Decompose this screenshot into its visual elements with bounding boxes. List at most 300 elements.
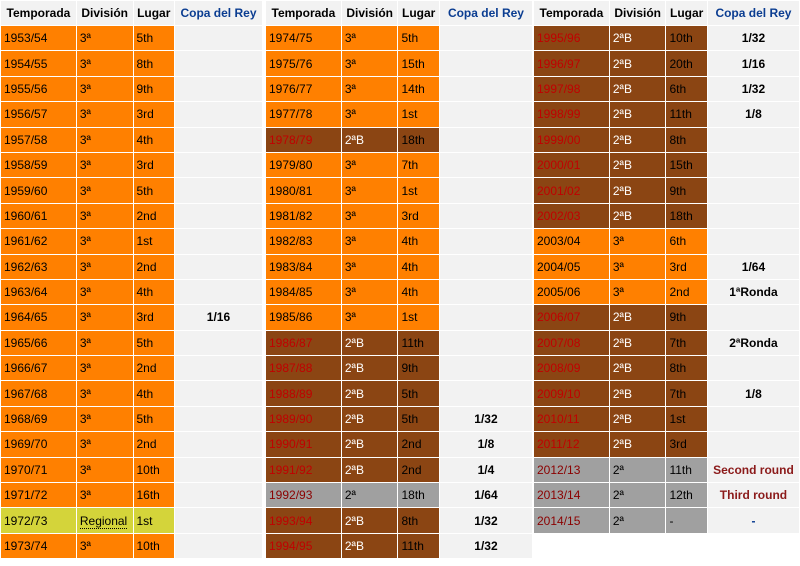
copa-cell <box>175 534 262 558</box>
division-cell: 3ª <box>77 204 133 228</box>
place-cell: 3rd <box>666 255 706 279</box>
season-row <box>1 407 262 431</box>
place-cell: 11th <box>666 458 706 482</box>
division-cell: 3ª <box>610 255 666 279</box>
header-division: División <box>342 1 398 25</box>
division-cell: 2ªB <box>610 432 666 456</box>
place-cell: 5th <box>134 26 174 50</box>
season-cell[interactable]: 2001/02 <box>534 178 609 202</box>
division-cell: 3ª <box>342 77 398 101</box>
season-cell[interactable]: 1989/90 <box>266 407 341 431</box>
season-row <box>534 102 799 126</box>
season-row <box>1 153 262 177</box>
copa-cell <box>440 51 532 75</box>
season-cell: 1958/59 <box>1 153 76 177</box>
season-cell[interactable]: 2002/03 <box>534 204 609 228</box>
division-cell: 3ª <box>77 534 133 558</box>
season-cell: 1966/67 <box>1 356 76 380</box>
division-cell: 3ª <box>342 305 398 329</box>
copa-cell <box>175 508 262 532</box>
place-cell: 9th <box>666 305 706 329</box>
season-row <box>266 458 532 482</box>
header-division: División <box>77 1 133 25</box>
header-row <box>534 1 799 25</box>
season-row <box>1 204 262 228</box>
place-cell: 5th <box>134 407 174 431</box>
place-cell: 4th <box>398 229 438 253</box>
season-cell[interactable]: 2000/01 <box>534 153 609 177</box>
place-cell: 9th <box>398 356 438 380</box>
season-cell[interactable]: 2006/07 <box>534 305 609 329</box>
place-cell: 1st <box>398 102 438 126</box>
division-cell: 3ª <box>77 153 133 177</box>
copa-cell <box>175 204 262 228</box>
season-row <box>1 305 262 329</box>
season-row <box>266 26 532 50</box>
place-cell: 2nd <box>398 432 438 456</box>
season-cell: 1961/62 <box>1 229 76 253</box>
division-cell: 3ª <box>77 77 133 101</box>
copa-cell <box>175 26 262 50</box>
season-row <box>534 483 799 507</box>
division-cell: 2ªB <box>610 331 666 355</box>
division-cell: 2ªB <box>610 51 666 75</box>
division-cell: 2ªB <box>610 356 666 380</box>
season-cell: 1953/54 <box>1 26 76 50</box>
place-cell: 15th <box>398 51 438 75</box>
division-cell: 2ªB <box>610 77 666 101</box>
season-row <box>266 128 532 152</box>
season-cell: 1963/64 <box>1 280 76 304</box>
division-cell: 2ªB <box>342 508 398 532</box>
season-row <box>534 178 799 202</box>
copa-cell <box>175 381 262 405</box>
division-cell: 2ªB <box>342 432 398 456</box>
division-cell: 3ª <box>77 458 133 482</box>
season-cell: 1960/61 <box>1 204 76 228</box>
season-row <box>1 508 262 532</box>
season-row <box>534 51 799 75</box>
division-cell: 2ªB <box>342 458 398 482</box>
season-cell: 1959/60 <box>1 178 76 202</box>
season-cell[interactable]: 1988/89 <box>266 381 341 405</box>
season-row <box>266 331 532 355</box>
place-cell: 3rd <box>398 204 438 228</box>
season-row <box>1 356 262 380</box>
season-cell[interactable]: 1992/93 <box>266 483 341 507</box>
copa-cell <box>440 153 532 177</box>
season-row <box>534 229 799 253</box>
division-cell: 2ª <box>610 458 666 482</box>
season-cell[interactable]: 2008/09 <box>534 356 609 380</box>
copa-cell <box>175 407 262 431</box>
place-cell: 18th <box>398 483 438 507</box>
division-cell: 2ªB <box>610 381 666 405</box>
season-row <box>1 229 262 253</box>
place-cell: 4th <box>398 280 438 304</box>
division-cell: 3ª <box>77 432 133 456</box>
season-row <box>1 128 262 152</box>
copa-cell <box>175 77 262 101</box>
place-cell: 2nd <box>398 458 438 482</box>
header-division: División <box>610 1 666 25</box>
copa-cell <box>708 356 799 380</box>
season-row <box>266 432 532 456</box>
season-row <box>1 483 262 507</box>
copa-cell <box>175 255 262 279</box>
season-cell: 2005/06 <box>534 280 609 304</box>
season-row <box>534 26 799 50</box>
place-cell: 10th <box>666 26 706 50</box>
copa-cell: 1/16 <box>708 51 799 75</box>
division-cell: 3ª <box>77 128 133 152</box>
division-cell: 2ª <box>342 483 398 507</box>
division-cell: 3ª <box>77 178 133 202</box>
season-row <box>534 255 799 279</box>
copa-cell <box>440 229 532 253</box>
season-cell: 1956/57 <box>1 102 76 126</box>
season-row <box>534 331 799 355</box>
place-cell: 2nd <box>134 204 174 228</box>
season-row <box>1 255 262 279</box>
division-cell: 3ª <box>342 255 398 279</box>
copa-cell <box>175 458 262 482</box>
copa-cell <box>175 153 262 177</box>
season-cell: 1979/80 <box>266 153 341 177</box>
place-cell: 12th <box>666 483 706 507</box>
header-lugar: Lugar <box>134 1 174 25</box>
place-cell: 7th <box>666 381 706 405</box>
place-cell: 8th <box>134 51 174 75</box>
division-cell: 3ª <box>342 26 398 50</box>
place-cell: 8th <box>666 356 706 380</box>
copa-cell <box>440 280 532 304</box>
place-cell: 5th <box>134 178 174 202</box>
copa-cell <box>175 356 262 380</box>
copa-cell <box>175 280 262 304</box>
season-cell: 1983/84 <box>266 255 341 279</box>
division-cell: 3ª <box>77 255 133 279</box>
season-cell: 1973/74 <box>1 534 76 558</box>
seasons-table-1 <box>0 0 263 559</box>
place-cell: 4th <box>398 255 438 279</box>
place-cell: 5th <box>398 26 438 50</box>
season-row <box>534 381 799 405</box>
place-cell: 14th <box>398 77 438 101</box>
season-cell[interactable]: 1996/97 <box>534 51 609 75</box>
season-cell: 1962/63 <box>1 255 76 279</box>
copa-cell: 1/8 <box>708 381 799 405</box>
header-temporada: Temporada <box>1 1 76 25</box>
place-cell: 4th <box>134 128 174 152</box>
copa-cell: 1/64 <box>440 483 532 507</box>
season-row <box>266 153 532 177</box>
copa-cell <box>175 102 262 126</box>
place-cell: 8th <box>398 508 438 532</box>
division-cell: 3ª <box>342 204 398 228</box>
division-cell: 2ª <box>610 483 666 507</box>
season-row <box>534 153 799 177</box>
season-row <box>1 178 262 202</box>
season-cell[interactable]: 1995/96 <box>534 26 609 50</box>
season-cell[interactable]: 1998/99 <box>534 102 609 126</box>
place-cell: 4th <box>134 381 174 405</box>
header-copa[interactable]: Copa del Rey <box>175 1 262 25</box>
season-cell: 1967/68 <box>1 381 76 405</box>
division-cell[interactable] <box>77 508 133 532</box>
place-cell: 10th <box>134 458 174 482</box>
division-cell: 3ª <box>77 381 133 405</box>
place-cell: 1st <box>134 508 174 532</box>
place-cell: 6th <box>666 229 706 253</box>
season-cell: 1964/65 <box>1 305 76 329</box>
place-cell: 4th <box>134 280 174 304</box>
division-cell: 3ª <box>342 178 398 202</box>
copa-cell: 1/32 <box>708 77 799 101</box>
copa-cell: 1ªRonda <box>708 280 799 304</box>
header-copa[interactable]: Copa del Rey <box>708 1 799 25</box>
division-cell: 3ª <box>342 229 398 253</box>
copa-cell <box>440 26 532 50</box>
place-cell: - <box>666 508 706 532</box>
header-temporada: Temporada <box>266 1 341 25</box>
copa-cell: 1/32 <box>440 534 532 558</box>
season-cell[interactable]: 2011/12 <box>534 432 609 456</box>
season-row <box>1 102 262 126</box>
place-cell: 10th <box>134 534 174 558</box>
season-row <box>266 356 532 380</box>
copa-cell: 1/32 <box>440 508 532 532</box>
place-cell: 2nd <box>134 356 174 380</box>
division-cell: 2ªB <box>610 178 666 202</box>
season-row <box>266 407 532 431</box>
place-cell: 2nd <box>134 432 174 456</box>
season-cell[interactable]: 1994/95 <box>266 534 341 558</box>
season-cell: 1982/83 <box>266 229 341 253</box>
season-cell: 1965/66 <box>1 331 76 355</box>
copa-cell <box>440 77 532 101</box>
place-cell: 9th <box>134 77 174 101</box>
division-cell: 3ª <box>77 356 133 380</box>
season-cell: 2004/05 <box>534 255 609 279</box>
division-cell: 2ªB <box>342 128 398 152</box>
division-cell: 2ªB <box>610 128 666 152</box>
header-lugar: Lugar <box>398 1 438 25</box>
division-cell: 2ªB <box>610 305 666 329</box>
division-cell: 2ªB <box>610 407 666 431</box>
division-cell: 3ª <box>77 483 133 507</box>
season-cell: 1970/71 <box>1 458 76 482</box>
copa-cell <box>175 483 262 507</box>
copa-cell <box>440 102 532 126</box>
season-row <box>1 280 262 304</box>
season-row <box>534 407 799 431</box>
season-row <box>266 102 532 126</box>
copa-cell: 1/8 <box>708 102 799 126</box>
copa-cell: Third round <box>708 483 799 507</box>
season-row <box>534 77 799 101</box>
place-cell: 1st <box>398 178 438 202</box>
season-cell: 1957/58 <box>1 128 76 152</box>
season-cell[interactable]: 2012/13 <box>534 458 609 482</box>
place-cell: 1st <box>398 305 438 329</box>
season-cell: 1980/81 <box>266 178 341 202</box>
division-cell: 2ªB <box>342 331 398 355</box>
season-row <box>1 381 262 405</box>
division-cell: 2ªB <box>610 204 666 228</box>
division-cell: 3ª <box>77 26 133 50</box>
header-row <box>266 1 532 25</box>
season-row <box>266 77 532 101</box>
season-row <box>1 26 262 50</box>
place-cell: 5th <box>134 331 174 355</box>
division-cell: 3ª <box>342 153 398 177</box>
season-row <box>266 204 532 228</box>
copa-cell: 1/16 <box>175 305 262 329</box>
season-row <box>266 229 532 253</box>
season-row <box>534 305 799 329</box>
season-cell[interactable]: 1999/00 <box>534 128 609 152</box>
season-cell[interactable]: 2009/10 <box>534 381 609 405</box>
division-cell: 2ªB <box>610 153 666 177</box>
season-cell: 1977/78 <box>266 102 341 126</box>
division-cell: 3ª <box>77 305 133 329</box>
season-row <box>266 305 532 329</box>
place-cell: 6th <box>666 77 706 101</box>
copa-cell <box>708 229 799 253</box>
division-cell: 2ªB <box>610 102 666 126</box>
season-row <box>1 331 262 355</box>
season-cell: 1968/69 <box>1 407 76 431</box>
place-cell: 3rd <box>134 102 174 126</box>
place-cell: 2nd <box>666 280 706 304</box>
division-cell: 2ªB <box>342 407 398 431</box>
season-cell[interactable]: 1987/88 <box>266 356 341 380</box>
season-row <box>266 534 532 558</box>
season-cell: 1985/86 <box>266 305 341 329</box>
copa-cell <box>708 204 799 228</box>
season-row <box>534 204 799 228</box>
copa-cell: 1/32 <box>708 26 799 50</box>
copa-cell <box>175 432 262 456</box>
copa-cell <box>708 128 799 152</box>
copa-cell <box>708 305 799 329</box>
seasons-table-3 <box>533 0 800 534</box>
season-row <box>534 432 799 456</box>
season-cell[interactable]: 1991/92 <box>266 458 341 482</box>
season-cell: 1984/85 <box>266 280 341 304</box>
season-row <box>266 381 532 405</box>
division-cell: 3ª <box>342 280 398 304</box>
copa-cell <box>175 331 262 355</box>
place-cell: 7th <box>666 331 706 355</box>
place-cell: 1st <box>134 229 174 253</box>
copa-cell: 1/64 <box>708 255 799 279</box>
season-row <box>1 534 262 558</box>
copa-cell <box>708 178 799 202</box>
copa-cell <box>708 432 799 456</box>
season-row <box>1 432 262 456</box>
place-cell: 11th <box>398 331 438 355</box>
copa-cell: Second round <box>708 458 799 482</box>
season-row <box>534 508 799 532</box>
place-cell: 9th <box>666 178 706 202</box>
season-cell[interactable]: 2013/14 <box>534 483 609 507</box>
division-cell: 3ª <box>77 280 133 304</box>
season-row <box>534 458 799 482</box>
season-cell: 1969/70 <box>1 432 76 456</box>
division-cell: 2ªB <box>342 534 398 558</box>
copa-cell: 1/4 <box>440 458 532 482</box>
copa-cell <box>708 153 799 177</box>
division-cell: 3ª <box>77 51 133 75</box>
division-cell: 3ª <box>77 407 133 431</box>
place-cell: 8th <box>666 128 706 152</box>
division-cell: 3ª <box>342 102 398 126</box>
seasons-table-2 <box>265 0 533 559</box>
place-cell: 16th <box>134 483 174 507</box>
season-row <box>266 280 532 304</box>
copa-cell <box>440 204 532 228</box>
division-cell: 3ª <box>77 229 133 253</box>
season-row <box>266 178 532 202</box>
place-cell: 3rd <box>134 153 174 177</box>
copa-cell <box>708 407 799 431</box>
place-cell: 7th <box>398 153 438 177</box>
season-cell: 1976/77 <box>266 77 341 101</box>
place-cell: 11th <box>398 534 438 558</box>
season-cell: 1954/55 <box>1 51 76 75</box>
place-cell: 20th <box>666 51 706 75</box>
division-link[interactable]: Regional <box>79 513 128 528</box>
season-cell[interactable]: 1997/98 <box>534 77 609 101</box>
copa-cell: 1/32 <box>440 407 532 431</box>
division-cell: 2ªB <box>342 381 398 405</box>
season-cell[interactable]: 2014/15 <box>534 508 609 532</box>
copa-cell: 1/8 <box>440 432 532 456</box>
division-cell: 2ªB <box>342 356 398 380</box>
place-cell: 18th <box>398 128 438 152</box>
season-cell[interactable]: 1990/91 <box>266 432 341 456</box>
copa-cell <box>440 178 532 202</box>
copa-cell <box>175 128 262 152</box>
place-cell: 2nd <box>134 255 174 279</box>
season-row <box>266 255 532 279</box>
season-cell[interactable]: 1978/79 <box>266 128 341 152</box>
header-temporada: Temporada <box>534 1 609 25</box>
copa-cell <box>175 229 262 253</box>
copa-cell: 2ªRonda <box>708 331 799 355</box>
copa-cell <box>440 356 532 380</box>
division-cell: 2ªB <box>610 26 666 50</box>
place-cell: 3rd <box>666 432 706 456</box>
header-copa[interactable]: Copa del Rey <box>440 1 532 25</box>
copa-cell <box>175 51 262 75</box>
division-cell: 2ª <box>610 508 666 532</box>
season-cell[interactable]: 2007/08 <box>534 331 609 355</box>
header-row <box>1 1 262 25</box>
season-cell: 2003/04 <box>534 229 609 253</box>
season-cell[interactable]: 1993/94 <box>266 508 341 532</box>
season-cell[interactable]: 1986/87 <box>266 331 341 355</box>
division-cell: 3ª <box>77 331 133 355</box>
division-cell: 3ª <box>610 229 666 253</box>
place-cell: 18th <box>666 204 706 228</box>
season-cell[interactable]: 1972/73 <box>1 508 76 532</box>
season-row <box>534 356 799 380</box>
copa-cell <box>175 178 262 202</box>
season-cell[interactable]: 2010/11 <box>534 407 609 431</box>
